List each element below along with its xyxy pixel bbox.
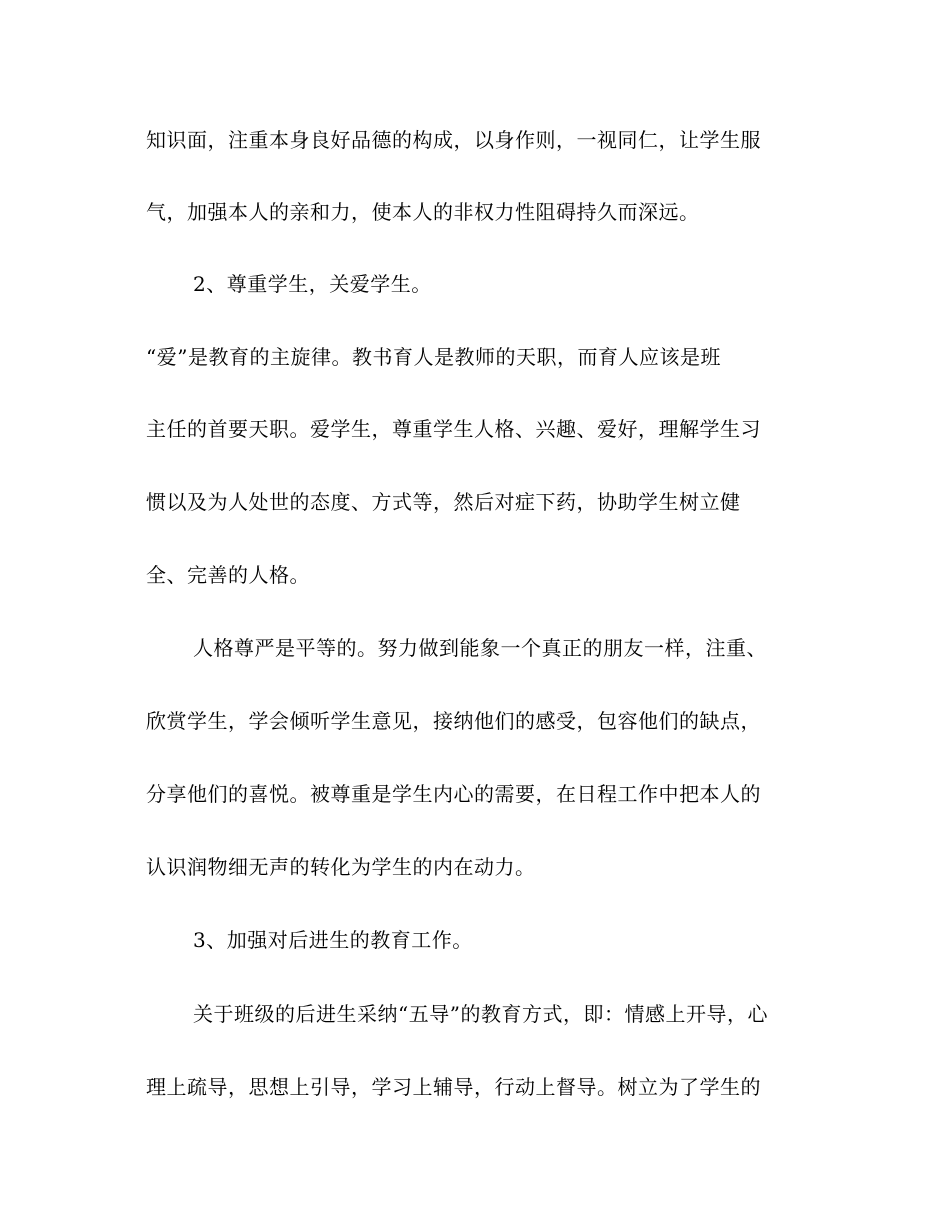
- paragraph-line: 惯以及为人处世的态度、方式等，然后对症下药，协助学生树立健: [146, 490, 741, 514]
- paragraph-line: “爱”是教育的主旋律。教书育人是教师的天职，而育人应该是班: [146, 345, 721, 369]
- paragraph-line: 主任的首要天职。爱学生，尊重学生人格、兴趣、爱好，理解学生习: [146, 417, 761, 441]
- paragraph-line: 分享他们的喜悦。被尊重是学生内心的需要，在日程工作中把本人的: [146, 782, 761, 806]
- section-heading: 3、加强对后进生的教育工作。: [193, 928, 473, 952]
- paragraph-line: 关于班级的后进生采纳“五导”的教育方式，即：情感上开导，心: [193, 1002, 768, 1026]
- paragraph-line: 气，加强本人的亲和力，使本人的非权力性阻碍持久而深远。: [146, 200, 700, 224]
- paragraph-line: 人格尊严是平等的。努力做到能象一个真正的朋友一样，注重、: [193, 636, 767, 660]
- paragraph-line: 理上疏导，思想上引导，学习上辅导，行动上督导。树立为了学生的: [146, 1075, 761, 1099]
- paragraph-line: 全、完善的人格。: [146, 563, 310, 587]
- paragraph-line: 知识面，注重本身良好品德的构成，以身作则，一视同仁，让学生服: [146, 128, 761, 152]
- section-heading: 2、尊重学生，关爱学生。: [193, 272, 432, 296]
- paragraph-line: 认识润物细无声的转化为学生的内在动力。: [146, 855, 536, 879]
- paragraph-line: 欣赏学生，学会倾听学生意见，接纳他们的感受，包容他们的缺点，: [146, 709, 761, 733]
